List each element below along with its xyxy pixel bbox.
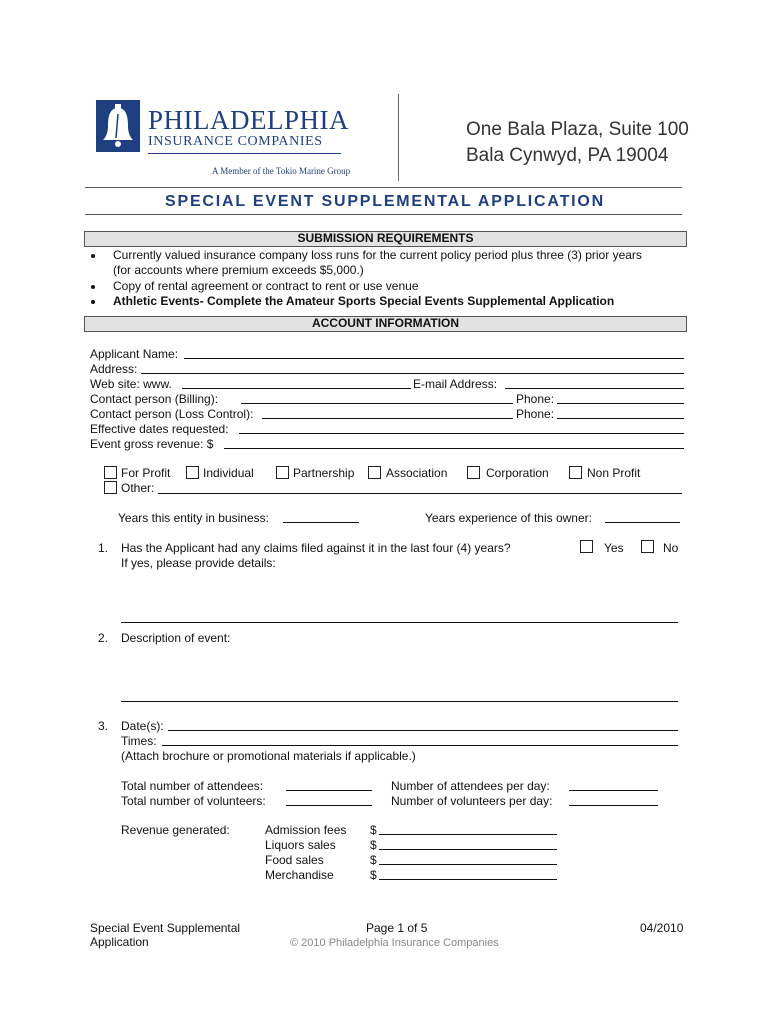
partnership-label: Partnership xyxy=(293,466,355,480)
other-field[interactable] xyxy=(158,493,682,494)
other-checkbox[interactable] xyxy=(104,481,117,494)
effective-dates-label: Effective dates requested: xyxy=(90,422,229,436)
gross-revenue-label: Event gross revenue: $ xyxy=(90,437,214,451)
total-volunteers-field[interactable] xyxy=(286,805,372,806)
volunteers-per-day-field[interactable] xyxy=(569,805,658,806)
years-in-business-label: Years this entity in business: xyxy=(118,511,269,525)
association-checkbox[interactable] xyxy=(368,466,381,479)
non-profit-checkbox[interactable] xyxy=(569,466,582,479)
contact-billing-field[interactable] xyxy=(241,403,513,404)
email-field[interactable] xyxy=(505,388,684,389)
effective-dates-field[interactable] xyxy=(239,433,684,434)
claims-no-checkbox[interactable] xyxy=(641,540,654,553)
address-field[interactable] xyxy=(141,373,684,374)
footer-copyright: © 2010 Philadelphia Insurance Companies xyxy=(290,937,499,949)
account-information-heading: ACCOUNT INFORMATION xyxy=(84,316,687,332)
merchandise-dollar: $ xyxy=(370,868,377,882)
liberty-bell-icon xyxy=(96,100,140,152)
years-in-business-field[interactable] xyxy=(283,522,359,523)
logo-subname: INSURANCE COMPANIES xyxy=(148,134,323,149)
phone-loss-label: Phone: xyxy=(516,407,555,421)
logo-divider xyxy=(148,153,341,154)
food-sales-dollar: $ xyxy=(370,853,377,867)
phone-loss-field[interactable] xyxy=(557,418,684,419)
address-label: Address: xyxy=(90,362,138,376)
submission-requirements-heading: SUBMISSION REQUIREMENTS xyxy=(84,231,687,247)
footer-form-name: Special Event Supplemental xyxy=(90,921,241,935)
question-3-number: 3. xyxy=(98,719,109,733)
header-divider xyxy=(398,94,399,181)
partnership-checkbox[interactable] xyxy=(276,466,289,479)
requirement-loss-runs-note: (for accounts where premium exceeds $5,000.) xyxy=(113,263,364,277)
logo-member: A Member of the Tokio Marine Group xyxy=(212,166,351,176)
question-1-number: 1. xyxy=(98,541,109,555)
total-volunteers-label: Total number of volunteers: xyxy=(121,794,266,808)
company-address-line2: Bala Cynwyd, PA 19004 xyxy=(466,145,669,166)
years-owner-experience-label: Years experience of this owner: xyxy=(425,511,592,525)
claims-no-label: No xyxy=(663,541,679,555)
admission-fees-dollar: $ xyxy=(370,823,377,837)
footer-form-name-2: Application xyxy=(90,935,149,949)
food-sales-field[interactable] xyxy=(379,864,557,865)
attach-note: (Attach brochure or promotional materials if applicable.) xyxy=(121,749,416,763)
email-label: E-mail Address: xyxy=(413,377,498,391)
page-title: SPECIAL EVENT SUPPLEMENTAL APPLICATION xyxy=(165,193,605,210)
footer-revision-date: 04/2010 xyxy=(640,921,684,935)
for-profit-label: For Profit xyxy=(121,466,171,480)
contact-loss-field[interactable] xyxy=(262,418,513,419)
dates-label: Date(s): xyxy=(121,719,164,733)
phone-billing-field[interactable] xyxy=(557,403,684,404)
liquor-sales-field[interactable] xyxy=(379,849,557,850)
individual-checkbox[interactable] xyxy=(186,466,199,479)
question-2-number: 2. xyxy=(98,631,109,645)
liquor-sales-dollar: $ xyxy=(370,838,377,852)
for-profit-checkbox[interactable] xyxy=(104,466,117,479)
applicant-name-field[interactable] xyxy=(184,358,684,359)
total-attendees-label: Total number of attendees: xyxy=(121,779,264,793)
contact-loss-label: Contact person (Loss Control): xyxy=(90,407,254,421)
admission-fees-field[interactable] xyxy=(379,834,557,835)
admission-fees-label: Admission fees xyxy=(265,823,347,837)
bullet xyxy=(91,254,95,258)
question-1-text: Has the Applicant had any claims filed against it in the last four (4) years? xyxy=(121,541,511,555)
claims-yes-checkbox[interactable] xyxy=(580,540,593,553)
requirement-athletic: Athletic Events- Complete the Amateur Sports Special Events Supplemental Application xyxy=(113,294,615,308)
individual-label: Individual xyxy=(203,466,254,480)
title-rule-bottom xyxy=(85,214,682,215)
volunteers-per-day-label: Number of volunteers per day: xyxy=(391,794,553,808)
company-address-line1: One Bala Plaza, Suite 100 xyxy=(466,119,689,140)
applicant-name-label: Applicant Name: xyxy=(90,347,179,361)
non-profit-label: Non Profit xyxy=(587,466,641,480)
bullet xyxy=(91,300,95,304)
bullet xyxy=(91,285,95,289)
corporation-checkbox[interactable] xyxy=(467,466,480,479)
contact-billing-label: Contact person (Billing): xyxy=(90,392,219,406)
gross-revenue-field[interactable] xyxy=(224,448,684,449)
attendees-per-day-label: Number of attendees per day: xyxy=(391,779,550,793)
requirement-loss-runs: Currently valued insurance company loss runs for the current policy period plus three (3) prior years xyxy=(113,248,642,262)
claims-yes-label: Yes xyxy=(604,541,624,555)
event-description-field[interactable] xyxy=(121,701,678,702)
corporation-label: Corporation xyxy=(486,466,549,480)
logo-name: PHILADELPHIA xyxy=(148,105,349,135)
question-2-text: Description of event: xyxy=(121,631,231,645)
claims-details-field[interactable] xyxy=(121,622,678,623)
times-field[interactable] xyxy=(162,745,678,746)
attendees-per-day-field[interactable] xyxy=(569,790,658,791)
footer-page-number: Page 1 of 5 xyxy=(366,921,428,935)
revenue-generated-label: Revenue generated: xyxy=(121,823,230,837)
title-rule-top xyxy=(85,187,682,188)
dates-field[interactable] xyxy=(168,730,678,731)
years-owner-experience-field[interactable] xyxy=(605,522,680,523)
merchandise-label: Merchandise xyxy=(265,868,334,882)
liquor-sales-label: Liquors sales xyxy=(265,838,336,852)
food-sales-label: Food sales xyxy=(265,853,324,867)
website-label: Web site: www. xyxy=(90,377,172,391)
association-label: Association xyxy=(386,466,448,480)
total-attendees-field[interactable] xyxy=(286,790,372,791)
phone-billing-label: Phone: xyxy=(516,392,555,406)
question-1-detail: If yes, please provide details: xyxy=(121,556,276,570)
website-field[interactable] xyxy=(182,388,411,389)
times-label: Times: xyxy=(121,734,157,748)
requirement-rental: Copy of rental agreement or contract to rent or use venue xyxy=(113,279,419,293)
other-label: Other: xyxy=(121,481,155,495)
merchandise-field[interactable] xyxy=(379,879,557,880)
